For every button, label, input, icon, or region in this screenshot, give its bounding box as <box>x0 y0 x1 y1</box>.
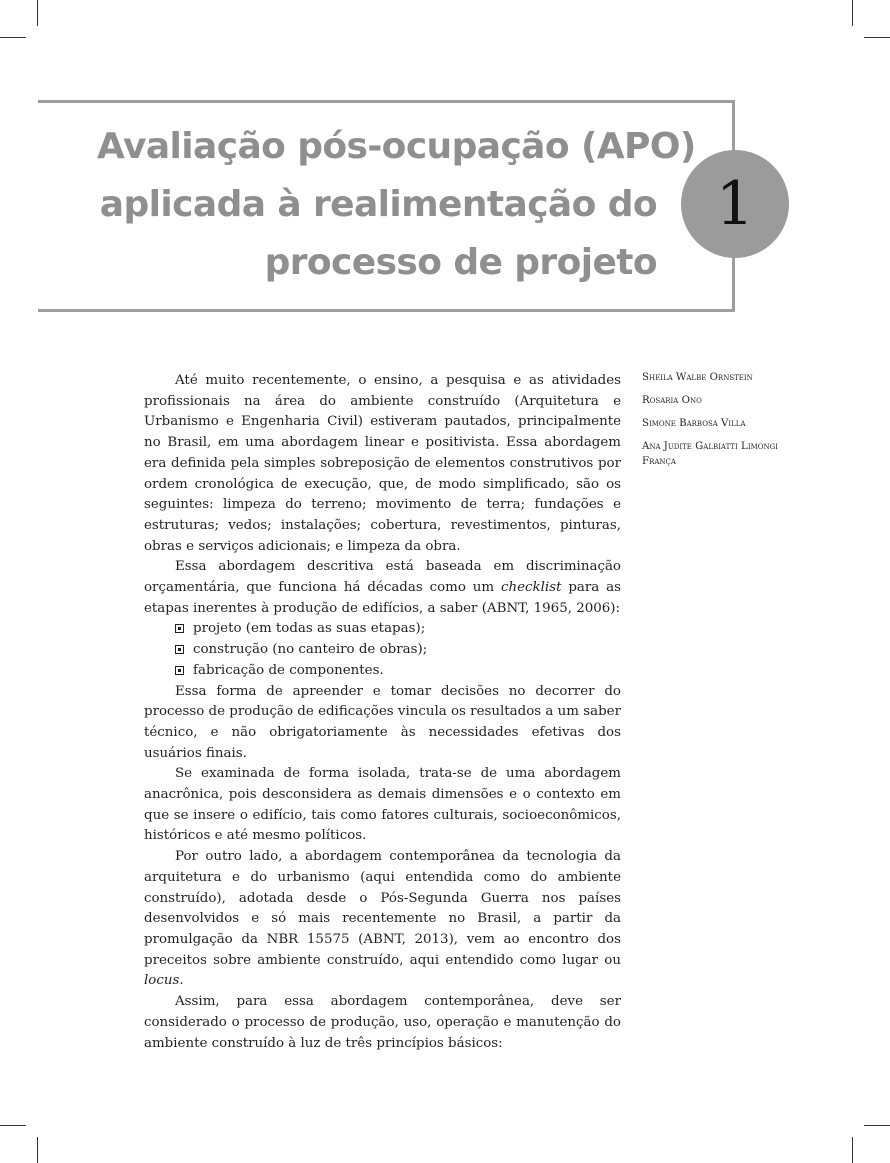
author-list <box>642 370 812 477</box>
paragraph-text: . <box>179 973 184 989</box>
paragraph: Essa forma de apreender e tomar decisões no decorrer do processo de produção de edificações vincula os resultados a um saber técnico, e não obrigatoriamente às necessidades efetivas dos usuários finais. <box>144 683 621 761</box>
list-item-text: projeto (em todas as suas etapas); <box>193 621 426 637</box>
crop-mark <box>37 0 38 26</box>
paragraph-text: Por outro lado, a abordagem contemporânea da tecnologia da arquitetura e do urbanismo (aqui entendida como do ambiente construído), adotada desde o Pós-Segunda Guerra nos países desenvolvidos e só mais recentemente no Brasil, a partir da promulgação da NBR 15575 (ABNT, 2013), vem ao encontro dos preceitos sobre ambiente construído, aqui entendido como lugar ou <box>144 849 621 968</box>
crop-mark <box>864 1125 890 1126</box>
list-item-text: construção (no canteiro de obras); <box>193 642 428 658</box>
crop-mark <box>864 37 890 38</box>
italic-term: locus <box>144 973 180 989</box>
list-item <box>175 619 621 640</box>
list-item-text: fabricação de componentes. <box>193 662 384 678</box>
chapter-title-line: aplicada à realimentação do <box>99 184 657 225</box>
paragraph: Se examinada de forma isolada, trata-se de uma abordagem anacrônica, pois desconsidera as demais dimensões e o contexto em que se insere o edifício, tais como fatores culturais, socioeconômicos, históricos e até mesmo políticos. <box>144 766 621 844</box>
chapter-title-line: processo de projeto <box>264 242 657 283</box>
crop-mark <box>37 1137 38 1163</box>
chapter-number: 1 <box>715 169 755 239</box>
paragraph: Até muito recentemente, o ensino, a pesquisa e as atividades profissionais na área do ambiente construído (Arquitetura e Urbanismo e Engenharia Civil) estiveram pautados, principalmente no Brasil, em uma abordagem linear e positivista. Essa abordagem era definida pela simples sobreposição de elementos construtivos por ordem cronológica de execução, que, de modo simplificado, são os seguintes: limpeza do terreno; movimento de terra; fundações e estruturas; vedos; instalações; cobertura, revestimentos, pinturas, obras e serviços adicionais; e limpeza da obra. <box>144 373 621 554</box>
paragraph <box>144 557 621 619</box>
author-name: Ana Judite Galbiatti Limongi França <box>642 441 778 467</box>
author-name: Rosaria Ono <box>642 395 702 406</box>
bullet-list <box>144 619 621 681</box>
author-name: Sheila Walbe Ornstein <box>642 372 753 383</box>
paragraph-text: Essa abordagem descritiva está baseada em discriminação orçamentária, que funciona há décadas como um <box>144 559 621 596</box>
paragraph <box>144 847 621 992</box>
paragraph-text: para as etapas inerentes à produção de edifícios, a saber (ABNT, 1965, 2006): <box>144 580 621 616</box>
italic-term: checklist <box>500 580 562 596</box>
square-bullet-icon <box>175 624 184 633</box>
list-item <box>175 640 621 661</box>
crop-mark <box>852 0 853 26</box>
crop-mark <box>852 1137 853 1163</box>
chapter-title-line: Avaliação pós-ocupação (APO) <box>97 126 696 167</box>
paragraph: Assim, para essa abordagem contemporânea, deve ser considerado o processo de produção, uso, operação e manutenção do ambiente construído à luz de três princípios básicos: <box>144 994 621 1051</box>
crop-mark <box>0 1125 26 1126</box>
square-bullet-icon <box>175 645 184 654</box>
chapter-title <box>97 118 696 292</box>
chapter-number-badge <box>681 150 789 258</box>
body-text <box>144 371 621 1054</box>
author-name: Simone Barbosa Villa <box>642 418 746 429</box>
list-item <box>175 661 621 682</box>
square-bullet-icon <box>175 666 184 675</box>
crop-mark <box>0 37 26 38</box>
